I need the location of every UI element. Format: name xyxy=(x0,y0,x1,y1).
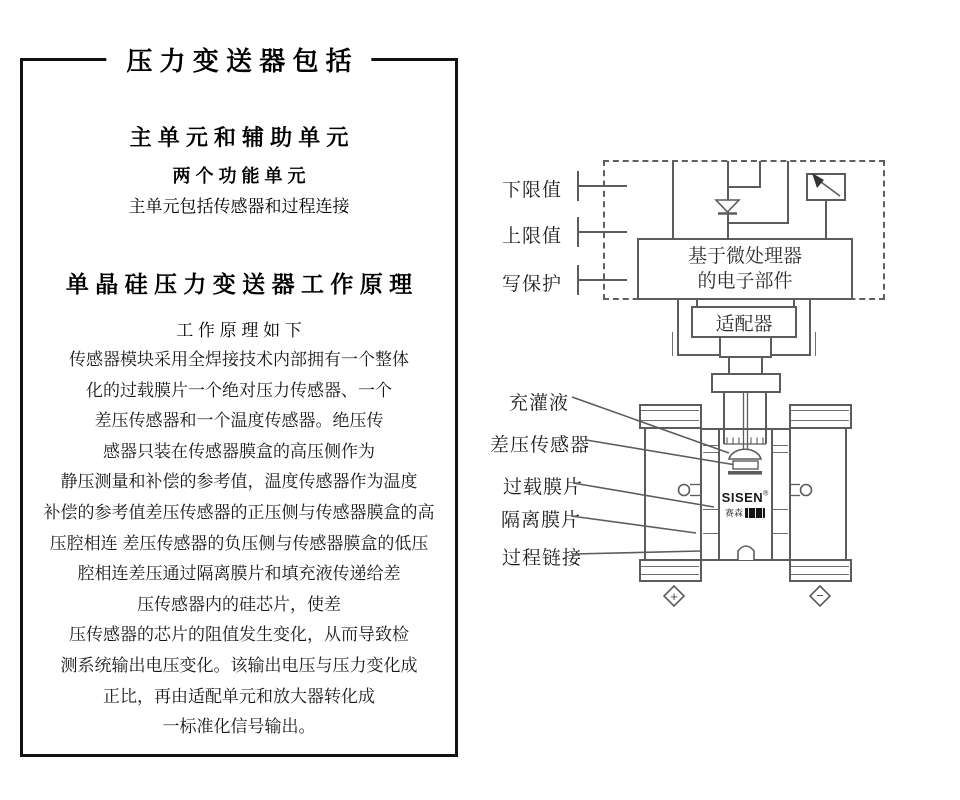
paragraph-line: 一标准化信号输出。 xyxy=(162,717,316,737)
paragraph-line: 化的过载膜片一个绝对压力传感器、一个 xyxy=(86,380,392,400)
wire-diode-bottom xyxy=(727,210,729,239)
body-strip-tick xyxy=(773,445,788,446)
label-write-protect: 写保护 xyxy=(502,274,563,295)
brand-mark xyxy=(714,490,776,518)
right-flange-cap-line xyxy=(791,574,849,575)
brand-sub-name: 赛森 xyxy=(724,507,743,518)
label-lower-limit: 下限值 xyxy=(502,180,563,201)
paragraph-line: 腔相连差压通过隔离膜片和填充液传递给差 xyxy=(77,564,401,584)
right-flange-cap-line xyxy=(791,420,849,421)
wire-meter-stem xyxy=(825,201,827,239)
right-flange-cap-line xyxy=(791,566,849,567)
paragraph-line: 压传感器的芯片的阻值发生变化，从而导致检 xyxy=(69,625,409,645)
low-port-sign: − xyxy=(816,588,824,603)
wire-vertical-1 xyxy=(672,161,674,238)
left-flange-cap-line xyxy=(641,574,699,575)
neck-tube xyxy=(723,393,767,444)
adapter-housing-bottom-left xyxy=(677,354,721,356)
paragraph-line: 差压传感器和一个温度传感器。绝压传 xyxy=(94,411,384,431)
paragraph-line: 补偿的参考值差压传感器的正压侧与传感器膜盒的高 xyxy=(43,502,435,522)
heading-main-aux-units: 主 单 元 和 辅 助 单 元 xyxy=(129,125,349,150)
paragraph-line: 测系统输出电压变化。该输出电压与压力变化成 xyxy=(60,655,418,675)
low-pressure-port-symbol xyxy=(810,586,830,606)
body-strip-tick xyxy=(703,533,718,534)
label-overload-diaphragm: 过载膜片 xyxy=(503,477,584,498)
adapter-housing-left xyxy=(677,300,679,356)
label-isolation-diaphragm: 隔离膜片 xyxy=(501,510,582,531)
subheading-principle-below: 工 作 原 理 如 下 xyxy=(176,321,302,340)
high-port-sign: + xyxy=(670,589,678,604)
paragraph-line: 传感器模块采用全焊接技术内部拥有一个整体 xyxy=(69,350,409,369)
adapter-housing-right xyxy=(809,300,811,356)
left-flange-top-cap xyxy=(639,404,702,429)
neck-block xyxy=(711,373,781,393)
text-panel xyxy=(20,46,458,757)
left-flange-bottom-cap xyxy=(639,559,702,582)
wire-vertical-2 xyxy=(759,161,761,188)
brand-badge xyxy=(745,508,765,518)
right-flange-top-cap xyxy=(789,404,852,429)
wire-diode-top xyxy=(727,161,729,201)
high-pressure-port-symbol xyxy=(664,586,684,606)
label-upper-limit: 上限值 xyxy=(502,226,563,247)
lower-limit-line xyxy=(577,185,627,187)
left-flange-column xyxy=(644,429,702,559)
vent-notch xyxy=(738,546,754,560)
paragraph-line: 正比，再由适配单元和放大器转化成 xyxy=(103,686,375,706)
meter-indicator-box xyxy=(806,173,846,201)
adapter-housing-bottom-right xyxy=(770,354,811,356)
neck-collar-2 xyxy=(728,358,763,373)
neck-collar-1 xyxy=(719,338,772,358)
adapter-label: 适配器 xyxy=(715,314,773,335)
registered-mark: ® xyxy=(763,490,769,498)
page-title: 压 力 变 送 器 包 括 xyxy=(106,44,371,78)
principle-paragraph xyxy=(27,345,451,743)
right-flange-bottom-cap xyxy=(789,559,852,582)
label-fill-liquid: 充灌液 xyxy=(509,393,570,414)
paragraph-line: 压腔相连 差压传感器的负压侧与传感器膜盒的低压 xyxy=(49,533,429,553)
electronics-line-2: 的电子部件 xyxy=(697,271,793,292)
body-strip-tick xyxy=(773,452,788,453)
wire-horizontal-2 xyxy=(727,222,789,224)
left-flange-cap-line xyxy=(641,410,699,411)
body-top-line xyxy=(702,428,789,430)
paragraph-line: 压传感器内的硅芯片，使差 xyxy=(137,594,341,614)
body-bottom-line xyxy=(702,559,789,561)
subheading-main-unit: 主单元包括传感器和过程连接 xyxy=(128,197,350,216)
paragraph-line: 感器只装在传感器膜盒的高压侧作为 xyxy=(103,441,375,461)
brand-name: SISEN xyxy=(721,490,764,505)
electronics-box-text xyxy=(637,244,853,294)
electronics-line-1: 基于微处理器 xyxy=(687,246,802,267)
wire-horizontal-1 xyxy=(727,186,761,188)
paragraph-line: 静压测量和补偿的参考值，温度传感器作为温度 xyxy=(60,472,418,492)
body-strip-tick xyxy=(703,445,718,446)
adapter-housing-tab-left xyxy=(672,332,673,356)
label-dp-sensor: 差压传感器 xyxy=(490,435,591,456)
heading-two-function-units: 两 个 功 能 单 元 xyxy=(172,166,306,186)
heading-working-principle: 单 晶 硅 压 力 变 送 器 工 作 原 理 xyxy=(65,271,413,297)
capsule-dome xyxy=(729,449,761,459)
wire-vertical-3 xyxy=(787,161,789,224)
dp-sensor-chip xyxy=(733,461,758,469)
upper-limit-line xyxy=(577,231,627,233)
body-strip-tick xyxy=(703,452,718,453)
dp-sensor-base xyxy=(728,471,762,475)
adapter-housing-tab-right xyxy=(815,332,816,356)
label-process-connection: 过程链接 xyxy=(502,548,583,569)
left-flange-cap-line xyxy=(641,420,699,421)
left-flange-cap-line xyxy=(641,566,699,567)
right-flange-cap-line xyxy=(791,410,849,411)
body-strip-tick xyxy=(773,533,788,534)
write-protect-line xyxy=(577,279,627,281)
right-flange-column xyxy=(789,429,847,559)
